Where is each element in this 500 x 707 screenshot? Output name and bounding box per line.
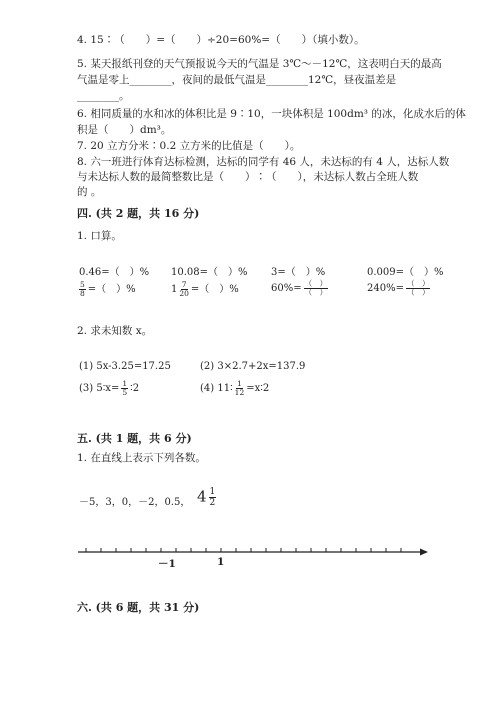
- numbers-list: －5，3，0，－2，0.5，: [79, 497, 191, 508]
- fraction-numerator: 7: [181, 280, 187, 289]
- fraction-numerator: 1: [209, 487, 216, 497]
- calc-cell-6: [171, 280, 239, 298]
- fraction-numerator: 1: [237, 379, 242, 388]
- question-6-line-1: 6. 相同质量的水和冰的体积比是 9∶10，一块体积是 100dm³ 的冰，化成水后的体: [77, 108, 466, 120]
- equation-3: [79, 380, 139, 397]
- equation-4-post: =x∶2: [246, 383, 270, 394]
- fraction-denominator: 8: [80, 289, 85, 298]
- section-5-prompt-1: 1. 在直线上表示下列各数。: [77, 452, 206, 464]
- fraction: [209, 487, 217, 508]
- equation-3-pre: (3) 5∶x=: [79, 383, 120, 394]
- number-line-label-1: 1: [217, 556, 225, 568]
- calc-cell-1: 0.46=（ ）%: [79, 267, 150, 278]
- fraction-numerator: （ ）: [304, 279, 328, 288]
- fraction-numerator: 5: [80, 280, 85, 289]
- fraction: [304, 280, 329, 297]
- question-8-line-3: 的 。: [77, 186, 102, 198]
- question-6-line-2: 积是（ ）dm³。: [77, 124, 172, 136]
- calc-cell-5-rest: =（ ）%: [87, 284, 136, 295]
- section-4-prompt-1: 1. 口算。: [77, 230, 122, 242]
- number-line: [0, 540, 500, 580]
- section-6-header: 六. (共 6 题，共 31 分): [77, 601, 200, 614]
- mixed-whole: 4: [197, 487, 207, 506]
- fraction: [406, 280, 431, 297]
- question-5-line-3: ________。: [77, 90, 130, 102]
- section-5-header: 五. (共 1 题，共 6 分): [77, 432, 192, 445]
- calc-cell-7: [271, 280, 330, 297]
- equation-2: (2) 3×2.7+2x=137.9: [200, 361, 306, 372]
- fraction-denominator: 12: [234, 388, 245, 397]
- fraction-denominator: （ ）: [304, 288, 328, 297]
- question-8-line-1: 8. 六一班进行体育达标检测，达标的同学有 46 人，未达标的有 4 人，达标人数: [77, 156, 450, 168]
- fraction-numerator: （ ）: [406, 279, 430, 288]
- section-4-header: 四. (共 2 题，共 16 分): [77, 207, 200, 220]
- mixed-number: [197, 487, 218, 508]
- fraction-numerator: 1: [122, 379, 128, 388]
- fraction-denominator: 5: [122, 388, 128, 397]
- calc-cell-4: 0.009=（ ）%: [367, 267, 444, 278]
- equation-4: [200, 380, 269, 397]
- calc-cell-8: [367, 280, 432, 297]
- fraction: [235, 380, 245, 397]
- fraction-denominator: 2: [209, 498, 216, 508]
- calc-cell-6-rest: =（ ）%: [190, 284, 239, 295]
- question-4: 4. 15∶（ ）=（ ）÷20=60%=（ ）（填小数）。: [77, 34, 365, 46]
- calc-cell-8-pre: 240%=: [367, 283, 404, 294]
- mixed-whole: 1: [171, 284, 178, 295]
- question-5-line-1: 5. 某天报纸刊登的天气预报说今天的气温是 3℃～－12℃，这表明白天的最高: [77, 58, 442, 70]
- equation-3-post: ∶2: [130, 383, 140, 394]
- section-4-prompt-2: 2. 求未知数 x。: [77, 325, 153, 337]
- number-line-arrow: [420, 549, 428, 556]
- calc-cell-7-pre: 60%=: [271, 283, 302, 294]
- fraction: [179, 281, 189, 298]
- question-8-line-2: 与未达标人数的最简整数比是（ ）∶（ ），未达标人数占全班人数: [77, 171, 419, 183]
- calc-cell-5: [77, 280, 136, 298]
- question-5-line-2: 气温是零上________，夜间的最低气温是________12℃，昼夜温差是: [77, 74, 397, 86]
- fraction-denominator: 20: [179, 289, 189, 298]
- calc-cell-2: 10.08=（ ）%: [171, 267, 248, 278]
- equation-1: (1) 5x-3.25=17.25: [79, 361, 171, 372]
- fraction: [121, 380, 128, 397]
- calc-cell-3: 3=（ ）%: [271, 267, 326, 278]
- number-line-label-neg1: －1: [158, 558, 176, 570]
- question-7: 7. 20 立方分米∶0.2 立方米的比值是（ ）。: [77, 140, 301, 152]
- fraction-denominator: （ ）: [406, 288, 430, 297]
- equation-4-pre: (4) 11∶: [200, 383, 233, 394]
- fraction: [79, 281, 86, 298]
